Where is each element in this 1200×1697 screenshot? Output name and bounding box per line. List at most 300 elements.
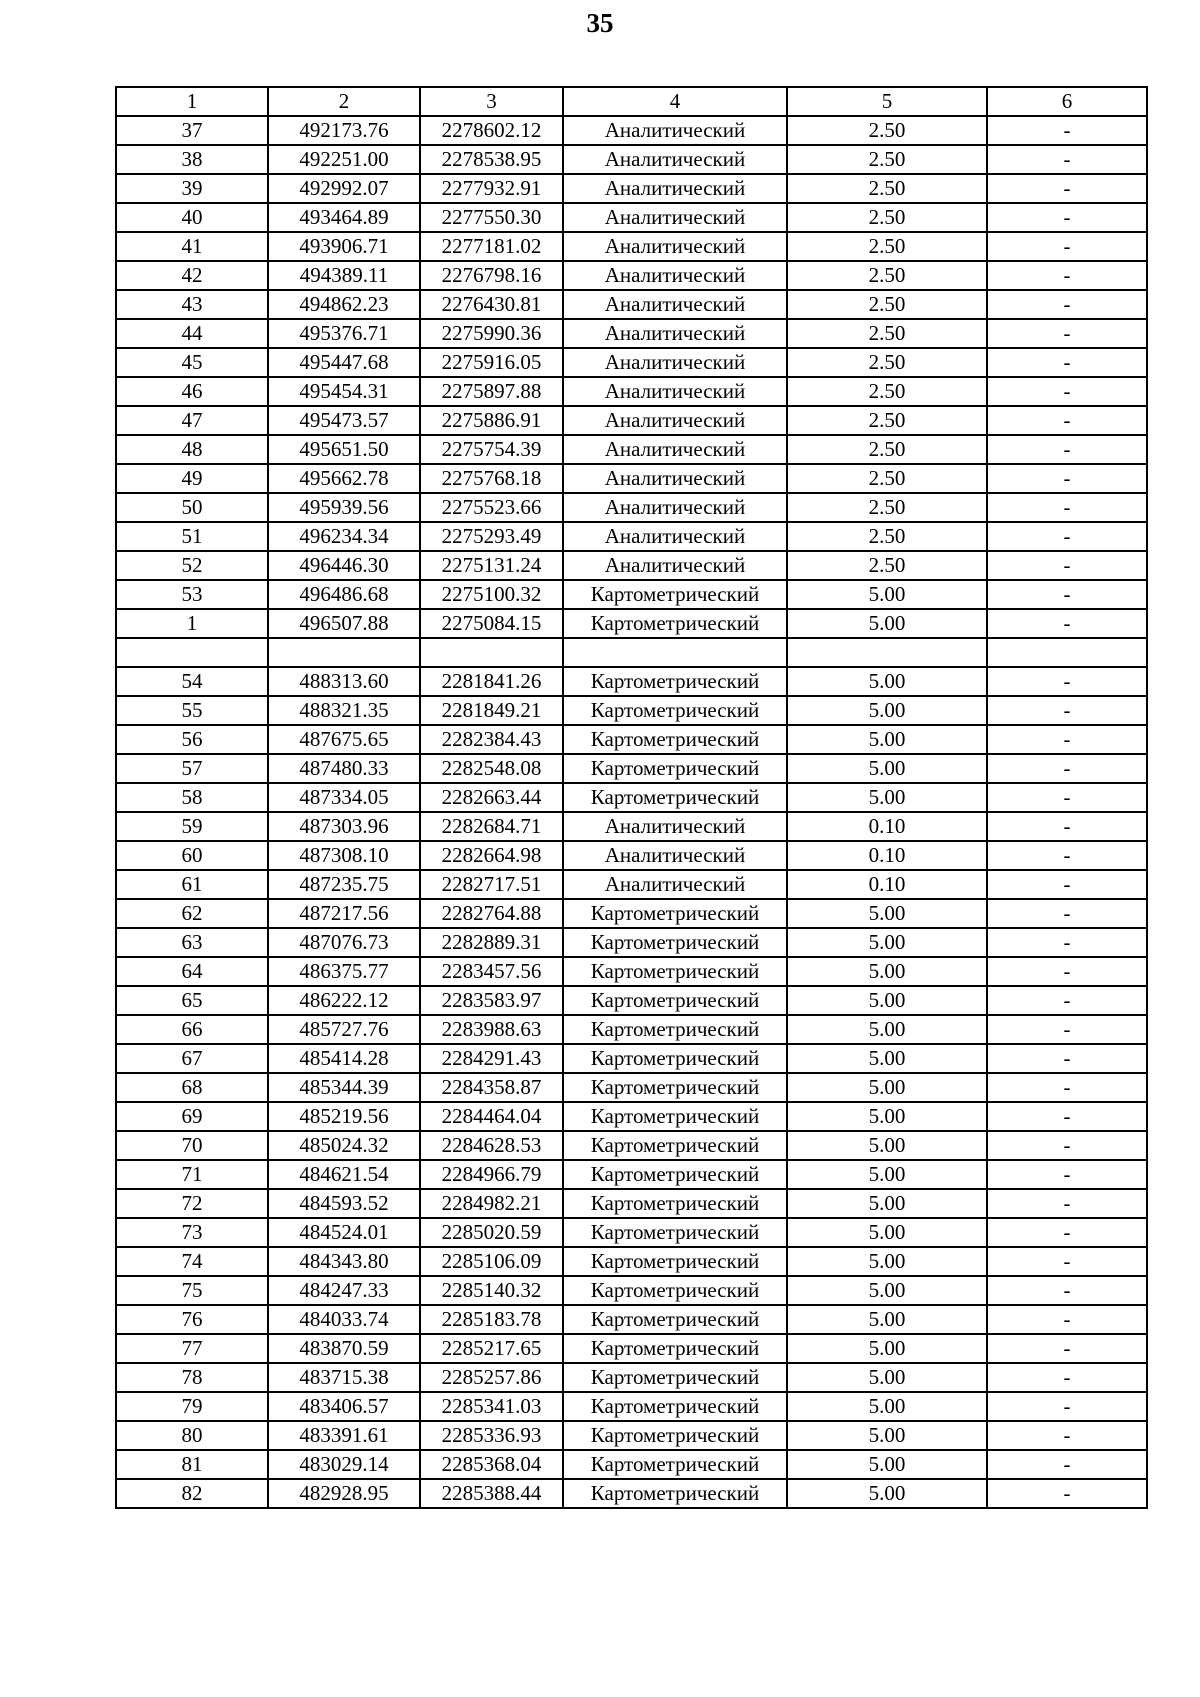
method-cell: Картометрический — [563, 1276, 787, 1305]
method-cell: Аналитический — [563, 493, 787, 522]
description-cell: - — [987, 986, 1147, 1015]
table-row — [116, 725, 1147, 754]
table-row — [116, 1392, 1147, 1421]
x-coordinate-cell: 488321.35 — [268, 696, 420, 725]
y-coordinate-cell: 2285341.03 — [420, 1392, 563, 1421]
x-coordinate-cell: 495473.57 — [268, 406, 420, 435]
method-cell: Аналитический — [563, 522, 787, 551]
x-coordinate-cell: 485414.28 — [268, 1044, 420, 1073]
x-coordinate-cell: 496507.88 — [268, 609, 420, 638]
description-cell: - — [987, 551, 1147, 580]
x-coordinate-cell: 486222.12 — [268, 986, 420, 1015]
x-coordinate-cell: 487235.75 — [268, 870, 420, 899]
y-coordinate-cell: 2284291.43 — [420, 1044, 563, 1073]
description-cell: - — [987, 1073, 1147, 1102]
description-cell: - — [987, 232, 1147, 261]
method-cell: Картометрический — [563, 1044, 787, 1073]
method-cell: Картометрический — [563, 1479, 787, 1508]
description-cell: - — [987, 261, 1147, 290]
x-coordinate-cell: 495447.68 — [268, 348, 420, 377]
table-row — [116, 551, 1147, 580]
description-cell: - — [987, 696, 1147, 725]
accuracy-cell: 5.00 — [787, 725, 987, 754]
x-coordinate-cell: 494389.11 — [268, 261, 420, 290]
column-header: 3 — [420, 87, 563, 116]
x-coordinate-cell: 487308.10 — [268, 841, 420, 870]
table-row — [116, 841, 1147, 870]
accuracy-cell: 5.00 — [787, 1131, 987, 1160]
description-cell: - — [987, 928, 1147, 957]
method-cell: Аналитический — [563, 435, 787, 464]
description-cell: - — [987, 899, 1147, 928]
method-cell: Картометрический — [563, 1305, 787, 1334]
table-row — [116, 986, 1147, 1015]
method-cell: Аналитический — [563, 812, 787, 841]
table-row — [116, 580, 1147, 609]
y-coordinate-cell: 2285388.44 — [420, 1479, 563, 1508]
point-number-cell: 65 — [116, 986, 268, 1015]
method-cell: Картометрический — [563, 580, 787, 609]
accuracy-cell: 5.00 — [787, 1450, 987, 1479]
y-coordinate-cell: 2283583.97 — [420, 986, 563, 1015]
method-cell: Аналитический — [563, 116, 787, 145]
accuracy-cell: 2.50 — [787, 116, 987, 145]
y-coordinate-cell: 2282384.43 — [420, 725, 563, 754]
x-coordinate-cell: 487675.65 — [268, 725, 420, 754]
point-number-cell: 38 — [116, 145, 268, 174]
x-coordinate-cell: 495939.56 — [268, 493, 420, 522]
accuracy-cell: 5.00 — [787, 1102, 987, 1131]
method-cell: Аналитический — [563, 232, 787, 261]
description-cell: - — [987, 1160, 1147, 1189]
method-cell: Аналитический — [563, 464, 787, 493]
table-row — [116, 1305, 1147, 1334]
table-row — [116, 377, 1147, 406]
y-coordinate-cell: 2285336.93 — [420, 1421, 563, 1450]
table-row — [116, 406, 1147, 435]
point-number-cell: 56 — [116, 725, 268, 754]
description-cell: - — [987, 1334, 1147, 1363]
y-coordinate-cell: 2278602.12 — [420, 116, 563, 145]
description-cell: - — [987, 493, 1147, 522]
point-number-cell: 58 — [116, 783, 268, 812]
y-coordinate-cell: 2281849.21 — [420, 696, 563, 725]
accuracy-cell: 5.00 — [787, 1218, 987, 1247]
y-coordinate-cell: 2281841.26 — [420, 667, 563, 696]
point-number-cell: 79 — [116, 1392, 268, 1421]
point-number-cell: 52 — [116, 551, 268, 580]
description-cell: - — [987, 783, 1147, 812]
table-row — [116, 1334, 1147, 1363]
accuracy-cell: 5.00 — [787, 986, 987, 1015]
description-cell: - — [987, 290, 1147, 319]
y-coordinate-cell: 2284966.79 — [420, 1160, 563, 1189]
x-coordinate-cell: 488313.60 — [268, 667, 420, 696]
table-row — [116, 1073, 1147, 1102]
method-cell: Картометрический — [563, 1218, 787, 1247]
table-row — [116, 1160, 1147, 1189]
method-cell: Картометрический — [563, 1131, 787, 1160]
x-coordinate-cell: 484524.01 — [268, 1218, 420, 1247]
table-row — [116, 638, 1147, 667]
accuracy-cell: 5.00 — [787, 1334, 987, 1363]
method-cell: Аналитический — [563, 406, 787, 435]
y-coordinate-cell: 2275084.15 — [420, 609, 563, 638]
description-cell: - — [987, 754, 1147, 783]
method-cell: Аналитический — [563, 377, 787, 406]
table-row — [116, 290, 1147, 319]
y-coordinate-cell: 2275897.88 — [420, 377, 563, 406]
point-number-cell — [116, 638, 268, 667]
method-cell: Картометрический — [563, 1015, 787, 1044]
table-row — [116, 203, 1147, 232]
x-coordinate-cell: 484621.54 — [268, 1160, 420, 1189]
x-coordinate-cell: 483715.38 — [268, 1363, 420, 1392]
description-cell: - — [987, 870, 1147, 899]
x-coordinate-cell: 492173.76 — [268, 116, 420, 145]
description-cell: - — [987, 145, 1147, 174]
y-coordinate-cell: 2277932.91 — [420, 174, 563, 203]
description-cell: - — [987, 1479, 1147, 1508]
description-cell: - — [987, 1102, 1147, 1131]
point-number-cell: 74 — [116, 1247, 268, 1276]
accuracy-cell: 5.00 — [787, 1363, 987, 1392]
x-coordinate-cell: 494862.23 — [268, 290, 420, 319]
x-coordinate-cell: 484247.33 — [268, 1276, 420, 1305]
accuracy-cell: 5.00 — [787, 1392, 987, 1421]
accuracy-cell: 2.50 — [787, 464, 987, 493]
point-number-cell: 76 — [116, 1305, 268, 1334]
column-header: 4 — [563, 87, 787, 116]
x-coordinate-cell: 482928.95 — [268, 1479, 420, 1508]
y-coordinate-cell: 2277550.30 — [420, 203, 563, 232]
point-number-cell: 61 — [116, 870, 268, 899]
accuracy-cell: 5.00 — [787, 580, 987, 609]
accuracy-cell: 2.50 — [787, 377, 987, 406]
method-cell: Аналитический — [563, 319, 787, 348]
point-number-cell: 66 — [116, 1015, 268, 1044]
method-cell: Картометрический — [563, 1247, 787, 1276]
x-coordinate-cell: 493464.89 — [268, 203, 420, 232]
y-coordinate-cell: 2275100.32 — [420, 580, 563, 609]
point-number-cell: 72 — [116, 1189, 268, 1218]
x-coordinate-cell: 483391.61 — [268, 1421, 420, 1450]
x-coordinate-cell: 485344.39 — [268, 1073, 420, 1102]
x-coordinate-cell: 483870.59 — [268, 1334, 420, 1363]
method-cell: Картометрический — [563, 1334, 787, 1363]
point-number-cell: 80 — [116, 1421, 268, 1450]
y-coordinate-cell: 2284358.87 — [420, 1073, 563, 1102]
accuracy-cell: 5.00 — [787, 1479, 987, 1508]
method-cell: Аналитический — [563, 551, 787, 580]
description-cell: - — [987, 464, 1147, 493]
table-row — [116, 783, 1147, 812]
y-coordinate-cell: 2282717.51 — [420, 870, 563, 899]
method-cell: Картометрический — [563, 928, 787, 957]
x-coordinate-cell: 485024.32 — [268, 1131, 420, 1160]
table-row — [116, 667, 1147, 696]
accuracy-cell: 5.00 — [787, 1305, 987, 1334]
point-number-cell: 46 — [116, 377, 268, 406]
method-cell: Картометрический — [563, 957, 787, 986]
accuracy-cell: 5.00 — [787, 1247, 987, 1276]
point-number-cell: 53 — [116, 580, 268, 609]
x-coordinate-cell: 495662.78 — [268, 464, 420, 493]
point-number-cell: 63 — [116, 928, 268, 957]
y-coordinate-cell: 2285020.59 — [420, 1218, 563, 1247]
table-row — [116, 1044, 1147, 1073]
y-coordinate-cell: 2275131.24 — [420, 551, 563, 580]
accuracy-cell: 0.10 — [787, 812, 987, 841]
point-number-cell: 1 — [116, 609, 268, 638]
accuracy-cell: 5.00 — [787, 957, 987, 986]
table-row — [116, 348, 1147, 377]
description-cell: - — [987, 1276, 1147, 1305]
accuracy-cell: 2.50 — [787, 522, 987, 551]
method-cell: Картометрический — [563, 783, 787, 812]
table-row — [116, 319, 1147, 348]
x-coordinate-cell: 487303.96 — [268, 812, 420, 841]
point-number-cell: 47 — [116, 406, 268, 435]
description-cell: - — [987, 1305, 1147, 1334]
table-row — [116, 1479, 1147, 1508]
method-cell — [563, 638, 787, 667]
x-coordinate-cell: 483029.14 — [268, 1450, 420, 1479]
description-cell: - — [987, 319, 1147, 348]
point-number-cell: 41 — [116, 232, 268, 261]
table-row — [116, 1015, 1147, 1044]
y-coordinate-cell: 2275523.66 — [420, 493, 563, 522]
method-cell: Аналитический — [563, 174, 787, 203]
description-cell: - — [987, 435, 1147, 464]
table-row — [116, 609, 1147, 638]
table-row — [116, 812, 1147, 841]
description-cell: - — [987, 1450, 1147, 1479]
table-row — [116, 1102, 1147, 1131]
table-row — [116, 1131, 1147, 1160]
method-cell: Картометрический — [563, 696, 787, 725]
method-cell: Картометрический — [563, 1450, 787, 1479]
description-cell: - — [987, 609, 1147, 638]
point-number-cell: 69 — [116, 1102, 268, 1131]
point-number-cell: 82 — [116, 1479, 268, 1508]
x-coordinate-cell: 484593.52 — [268, 1189, 420, 1218]
point-number-cell: 81 — [116, 1450, 268, 1479]
point-number-cell: 77 — [116, 1334, 268, 1363]
x-coordinate-cell: 496446.30 — [268, 551, 420, 580]
y-coordinate-cell: 2285106.09 — [420, 1247, 563, 1276]
description-cell: - — [987, 1131, 1147, 1160]
method-cell: Картометрический — [563, 754, 787, 783]
table-row — [116, 1189, 1147, 1218]
y-coordinate-cell: 2283988.63 — [420, 1015, 563, 1044]
x-coordinate-cell: 492992.07 — [268, 174, 420, 203]
x-coordinate-cell: 495651.50 — [268, 435, 420, 464]
point-number-cell: 57 — [116, 754, 268, 783]
x-coordinate-cell: 487480.33 — [268, 754, 420, 783]
accuracy-cell: 5.00 — [787, 754, 987, 783]
description-cell: - — [987, 348, 1147, 377]
method-cell: Картометрический — [563, 899, 787, 928]
x-coordinate-cell: 487076.73 — [268, 928, 420, 957]
point-number-cell: 37 — [116, 116, 268, 145]
point-number-cell: 45 — [116, 348, 268, 377]
y-coordinate-cell: 2284464.04 — [420, 1102, 563, 1131]
column-header: 5 — [787, 87, 987, 116]
point-number-cell: 40 — [116, 203, 268, 232]
description-cell: - — [987, 841, 1147, 870]
method-cell: Аналитический — [563, 290, 787, 319]
y-coordinate-cell: 2282664.98 — [420, 841, 563, 870]
y-coordinate-cell: 2282548.08 — [420, 754, 563, 783]
point-number-cell: 68 — [116, 1073, 268, 1102]
point-number-cell: 60 — [116, 841, 268, 870]
method-cell: Аналитический — [563, 841, 787, 870]
method-cell: Картометрический — [563, 609, 787, 638]
method-cell: Картометрический — [563, 1189, 787, 1218]
y-coordinate-cell: 2285257.86 — [420, 1363, 563, 1392]
description-cell: - — [987, 116, 1147, 145]
point-number-cell: 70 — [116, 1131, 268, 1160]
y-coordinate-cell: 2275293.49 — [420, 522, 563, 551]
table-row — [116, 1276, 1147, 1305]
table-row — [116, 435, 1147, 464]
column-header: 2 — [268, 87, 420, 116]
y-coordinate-cell: 2285140.32 — [420, 1276, 563, 1305]
table-row — [116, 145, 1147, 174]
x-coordinate-cell: 485219.56 — [268, 1102, 420, 1131]
accuracy-cell — [787, 638, 987, 667]
accuracy-cell: 2.50 — [787, 319, 987, 348]
point-number-cell: 67 — [116, 1044, 268, 1073]
point-number-cell: 39 — [116, 174, 268, 203]
y-coordinate-cell — [420, 638, 563, 667]
column-header: 1 — [116, 87, 268, 116]
y-coordinate-cell: 2276798.16 — [420, 261, 563, 290]
coordinates-table — [115, 86, 1148, 1509]
accuracy-cell: 2.50 — [787, 145, 987, 174]
accuracy-cell: 2.50 — [787, 232, 987, 261]
point-number-cell: 71 — [116, 1160, 268, 1189]
point-number-cell: 78 — [116, 1363, 268, 1392]
table-row — [116, 174, 1147, 203]
table-row — [116, 1421, 1147, 1450]
description-cell: - — [987, 1189, 1147, 1218]
table-row — [116, 493, 1147, 522]
point-number-cell: 62 — [116, 899, 268, 928]
y-coordinate-cell: 2275916.05 — [420, 348, 563, 377]
y-coordinate-cell: 2275990.36 — [420, 319, 563, 348]
accuracy-cell: 2.50 — [787, 290, 987, 319]
table-row — [116, 870, 1147, 899]
y-coordinate-cell: 2275754.39 — [420, 435, 563, 464]
accuracy-cell: 5.00 — [787, 1073, 987, 1102]
x-coordinate-cell — [268, 638, 420, 667]
y-coordinate-cell: 2285368.04 — [420, 1450, 563, 1479]
y-coordinate-cell: 2278538.95 — [420, 145, 563, 174]
point-number-cell: 64 — [116, 957, 268, 986]
y-coordinate-cell: 2285217.65 — [420, 1334, 563, 1363]
description-cell: - — [987, 1421, 1147, 1450]
y-coordinate-cell: 2275886.91 — [420, 406, 563, 435]
accuracy-cell: 5.00 — [787, 1189, 987, 1218]
description-cell: - — [987, 406, 1147, 435]
y-coordinate-cell: 2282684.71 — [420, 812, 563, 841]
description-cell: - — [987, 1363, 1147, 1392]
point-number-cell: 44 — [116, 319, 268, 348]
y-coordinate-cell: 2285183.78 — [420, 1305, 563, 1334]
y-coordinate-cell: 2276430.81 — [420, 290, 563, 319]
point-number-cell: 43 — [116, 290, 268, 319]
point-number-cell: 55 — [116, 696, 268, 725]
accuracy-cell: 5.00 — [787, 609, 987, 638]
description-cell: - — [987, 812, 1147, 841]
accuracy-cell: 5.00 — [787, 1421, 987, 1450]
method-cell: Аналитический — [563, 261, 787, 290]
y-coordinate-cell: 2275768.18 — [420, 464, 563, 493]
point-number-cell: 59 — [116, 812, 268, 841]
y-coordinate-cell: 2282764.88 — [420, 899, 563, 928]
table-row — [116, 1363, 1147, 1392]
accuracy-cell: 5.00 — [787, 928, 987, 957]
y-coordinate-cell: 2282663.44 — [420, 783, 563, 812]
point-number-cell: 50 — [116, 493, 268, 522]
accuracy-cell: 0.10 — [787, 870, 987, 899]
accuracy-cell: 2.50 — [787, 435, 987, 464]
description-cell — [987, 638, 1147, 667]
x-coordinate-cell: 484343.80 — [268, 1247, 420, 1276]
method-cell: Картометрический — [563, 1160, 787, 1189]
table-row — [116, 232, 1147, 261]
x-coordinate-cell: 496234.34 — [268, 522, 420, 551]
accuracy-cell: 2.50 — [787, 406, 987, 435]
description-cell: - — [987, 580, 1147, 609]
column-header: 6 — [987, 87, 1147, 116]
point-number-cell: 42 — [116, 261, 268, 290]
method-cell: Аналитический — [563, 348, 787, 377]
accuracy-cell: 2.50 — [787, 174, 987, 203]
y-coordinate-cell: 2282889.31 — [420, 928, 563, 957]
y-coordinate-cell: 2283457.56 — [420, 957, 563, 986]
accuracy-cell: 5.00 — [787, 899, 987, 928]
y-coordinate-cell: 2277181.02 — [420, 232, 563, 261]
table-row — [116, 1247, 1147, 1276]
method-cell: Картометрический — [563, 1392, 787, 1421]
page-number: 35 — [586, 8, 614, 38]
accuracy-cell: 2.50 — [787, 348, 987, 377]
accuracy-cell: 5.00 — [787, 667, 987, 696]
method-cell: Картометрический — [563, 1363, 787, 1392]
description-cell: - — [987, 174, 1147, 203]
method-cell: Картометрический — [563, 986, 787, 1015]
y-coordinate-cell: 2284982.21 — [420, 1189, 563, 1218]
point-number-cell: 75 — [116, 1276, 268, 1305]
point-number-cell: 49 — [116, 464, 268, 493]
method-cell: Картометрический — [563, 667, 787, 696]
x-coordinate-cell: 487334.05 — [268, 783, 420, 812]
x-coordinate-cell: 484033.74 — [268, 1305, 420, 1334]
point-number-cell: 73 — [116, 1218, 268, 1247]
description-cell: - — [987, 377, 1147, 406]
table-row — [116, 464, 1147, 493]
description-cell: - — [987, 1247, 1147, 1276]
description-cell: - — [987, 1218, 1147, 1247]
method-cell: Картометрический — [563, 1421, 787, 1450]
x-coordinate-cell: 495376.71 — [268, 319, 420, 348]
accuracy-cell: 2.50 — [787, 261, 987, 290]
point-number-cell: 51 — [116, 522, 268, 551]
description-cell: - — [987, 203, 1147, 232]
